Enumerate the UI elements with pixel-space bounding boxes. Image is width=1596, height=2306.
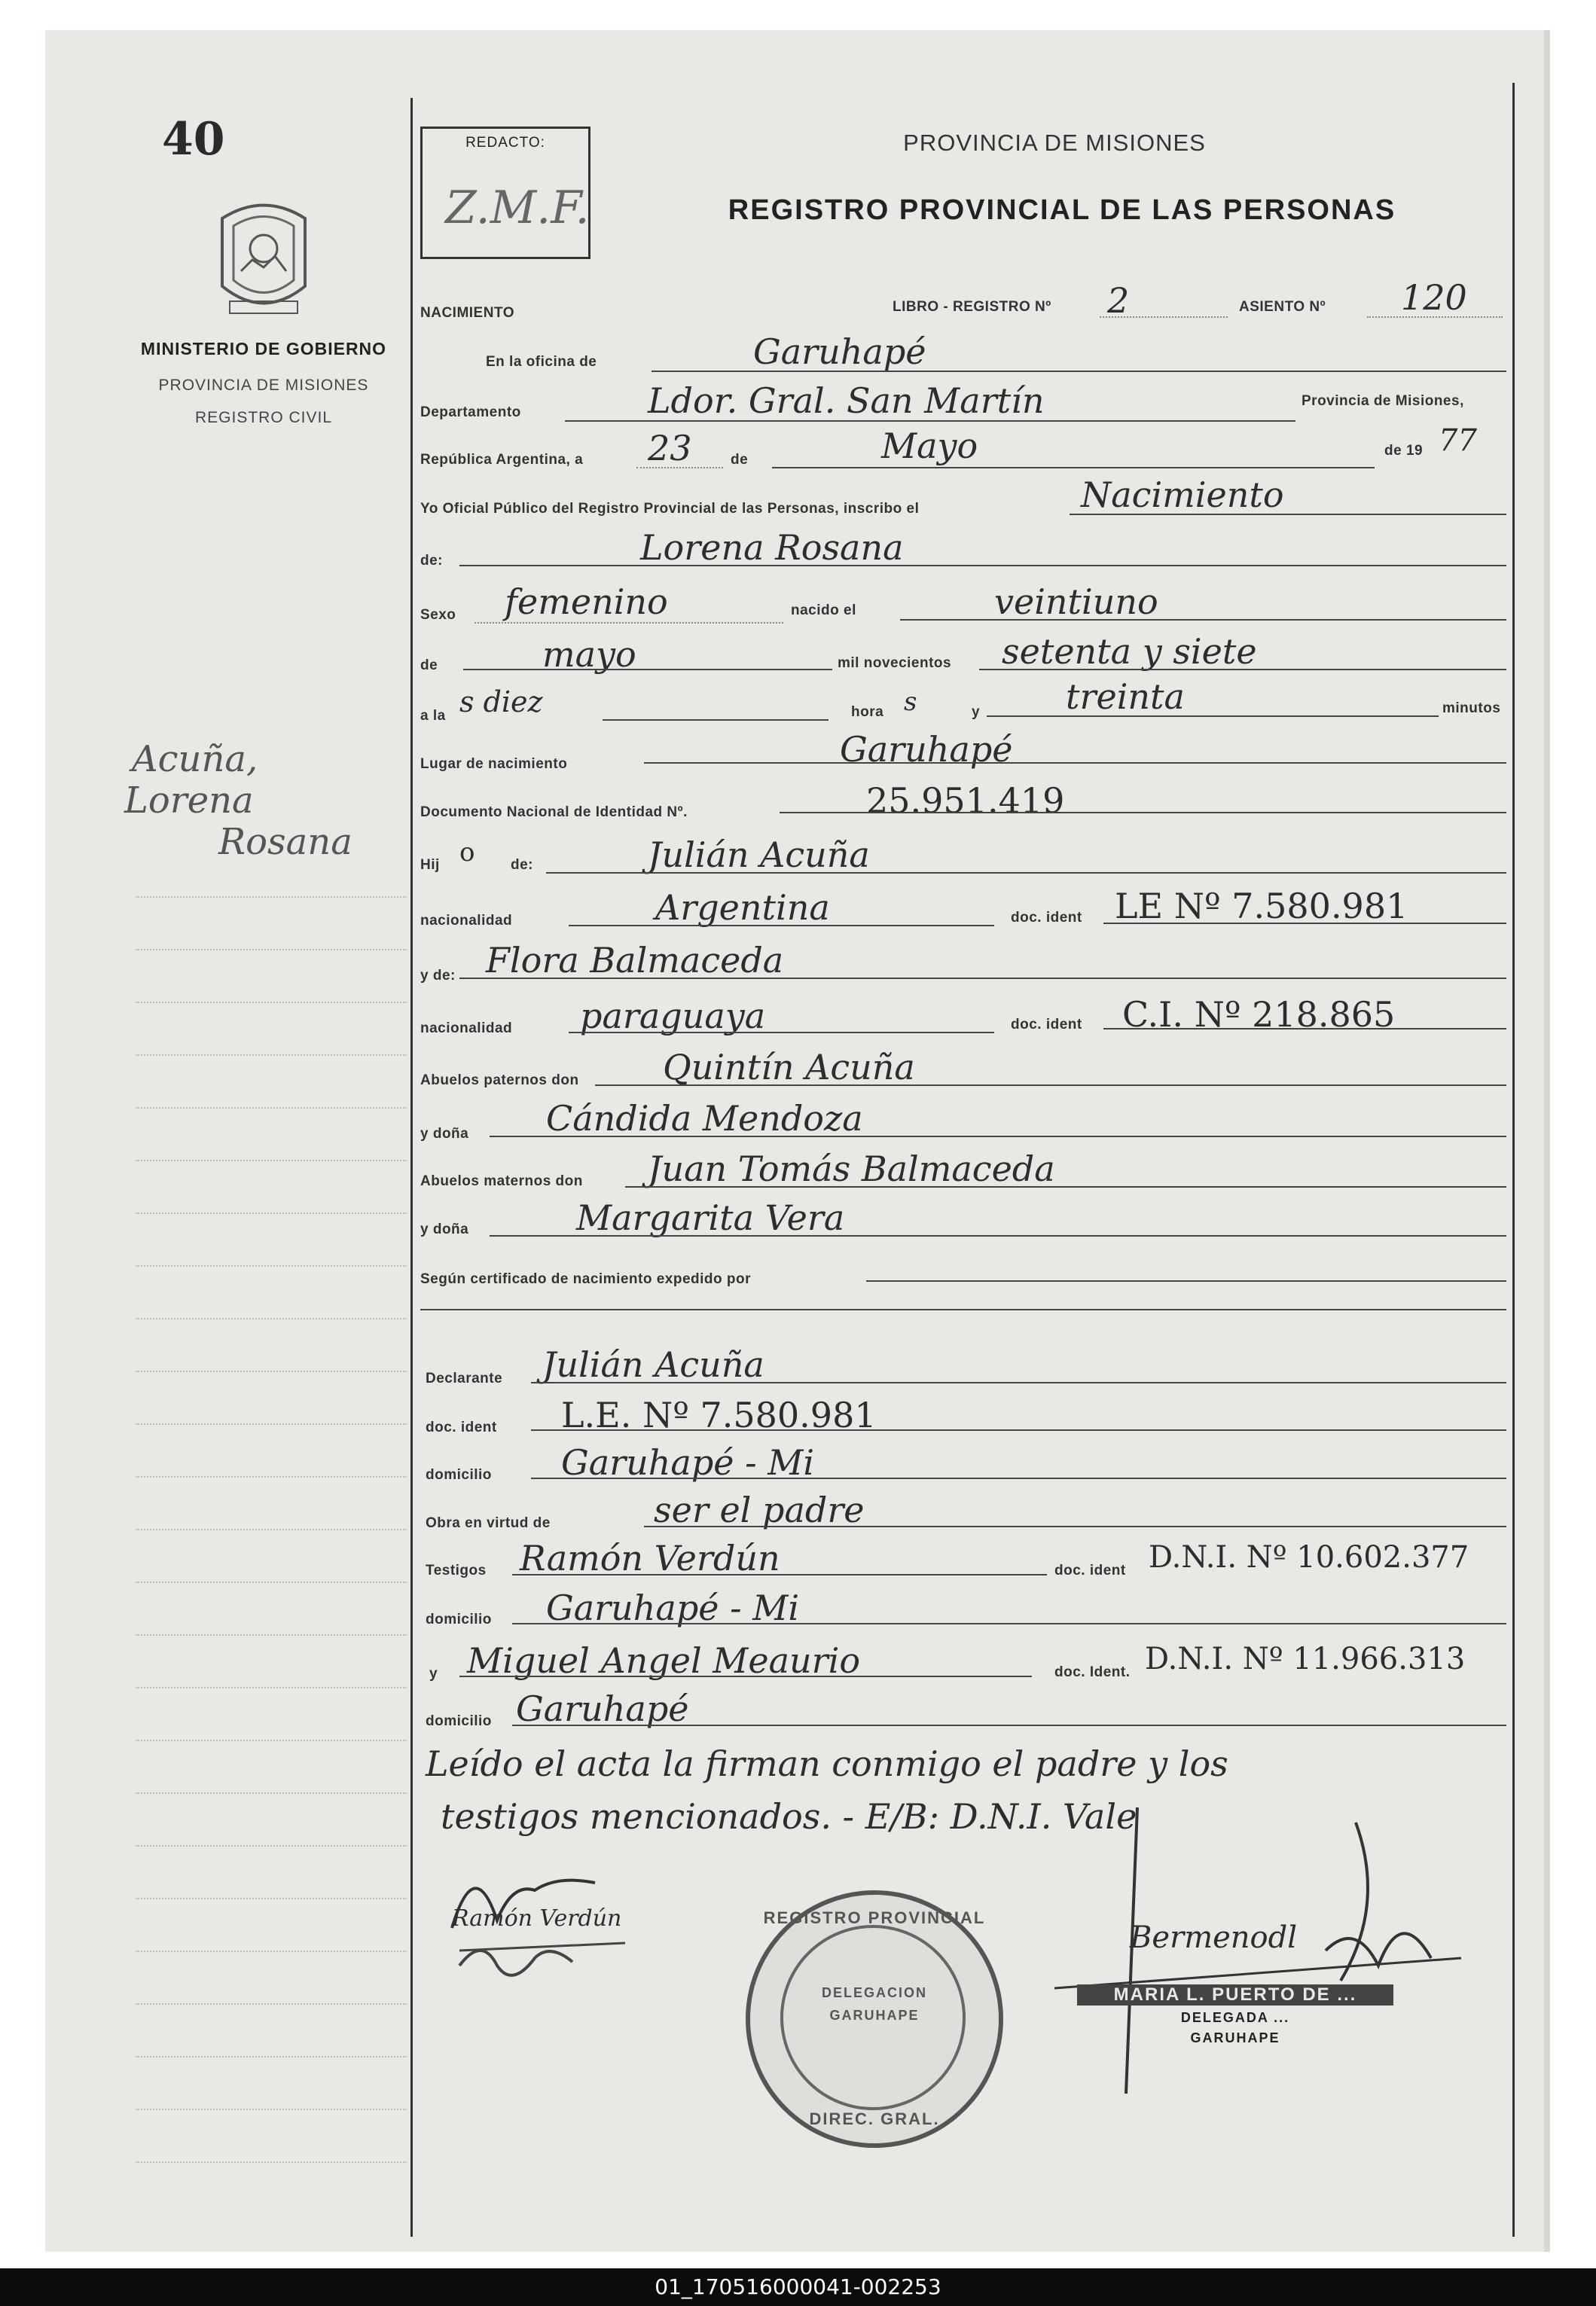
witness1-doc-label: doc. ident: [1054, 1563, 1126, 1579]
declarant-address-rule: [531, 1478, 1506, 1479]
oficina-label: En la oficina de: [486, 354, 597, 370]
minutes-rule: [987, 715, 1439, 717]
father-nationality-rule: [569, 925, 994, 926]
civil-registry-subtitle: REGISTRO CIVIL: [194, 409, 333, 426]
provincia-label: Provincia de Misiones,: [1302, 393, 1464, 409]
signature-ramon-text: Ramón Verdún: [452, 1905, 622, 1932]
acting-as-label: Obra en virtud de: [426, 1515, 551, 1531]
margin-surname: Acuña,: [132, 738, 258, 780]
closing-line-1: Leído el acta la firman conmigo el padre y los: [426, 1743, 1228, 1784]
at-label: a la: [420, 708, 446, 724]
margin-rule: [136, 1898, 407, 1899]
maternal-grandmother-rule: [490, 1235, 1506, 1237]
month-of-label: de: [731, 452, 749, 468]
departamento-value: Ldor. Gral. San Martín: [648, 380, 1045, 421]
witness2-doc-label: doc. Ident.: [1054, 1664, 1131, 1680]
certificate-label: Según certificado de nacimiento expedido por: [420, 1271, 752, 1287]
mother-nationality-label: nacionalidad: [420, 1020, 513, 1036]
witness2-name-value: Miguel Angel Meaurio: [467, 1640, 861, 1681]
officer-stamp-place: GARUHAPE: [1190, 2030, 1280, 2045]
birthplace-rule: [644, 762, 1506, 764]
witness1-address-value: Garuhapé - Mi: [546, 1588, 800, 1628]
redacto-label: REDACTO:: [465, 135, 545, 151]
sex-rule: [475, 622, 783, 624]
at-hours-value: s diez: [459, 685, 543, 718]
margin-rule: [136, 1423, 407, 1425]
declarant-address-label: domicilio: [426, 1467, 492, 1483]
birthplace-value: Garuhapé: [840, 729, 1013, 770]
margin-rule: [136, 1687, 407, 1688]
maternal-grandfather-label: Abuelos maternos don: [420, 1173, 583, 1189]
born-on-label: nacido el: [791, 602, 856, 618]
registry-title: REGISTRO PROVINCIAL DE LAS PERSONAS: [728, 194, 1396, 226]
margin-rule: [136, 949, 407, 950]
libro-label: LIBRO - REGISTRO Nº: [893, 299, 1051, 315]
oficina-value: Garuhapé: [753, 331, 926, 372]
margin-rule: [136, 1002, 407, 1003]
hour-suffix-value: s: [904, 687, 917, 717]
closing-line-2: testigos mencionados. - E/B: D.N.I. Vale: [441, 1796, 1137, 1837]
margin-rule: [136, 896, 407, 898]
witness2-address-rule: [512, 1725, 1506, 1726]
maternal-grandfather-value: Juan Tomás Balmaceda: [648, 1148, 1055, 1189]
father-nationality-label: nacionalidad: [420, 913, 513, 929]
margin-rule: [136, 1160, 407, 1161]
maternal-grandmother-label: y doña: [420, 1222, 469, 1237]
witness1-doc-value: D.N.I. Nº 10.602.377: [1149, 1540, 1469, 1575]
maternal-grandmother-value: Margarita Vera: [576, 1197, 845, 1238]
father-doc-label: doc. ident: [1011, 910, 1082, 926]
dni-value: 25.951.419: [866, 780, 1065, 821]
paternal-grandfather-value: Quintín Acuña: [663, 1047, 915, 1087]
child-of-suffix: o: [459, 837, 475, 868]
departamento-rule: [565, 420, 1295, 422]
name-of-label: de:: [420, 553, 443, 569]
margin-rule: [136, 1792, 407, 1794]
day-rule: [636, 467, 723, 468]
witness1-name-value: Ramón Verdún: [520, 1538, 780, 1579]
margin-rule: [136, 1107, 407, 1109]
asiento-label: ASIENTO Nº: [1239, 299, 1326, 315]
declarant-doc-rule: [531, 1429, 1506, 1431]
file-id: 01_170516000041-002253: [655, 2274, 941, 2299]
margin-rule: [136, 1845, 407, 1847]
declarant-doc-value: L.E. Nº 7.580.981: [561, 1395, 877, 1435]
official-seal: [746, 1890, 1003, 2148]
witness1-address-rule: [512, 1623, 1506, 1624]
father-nationality-value: Argentina: [655, 887, 830, 928]
certificate-rule: [866, 1280, 1506, 1282]
acta-type-value: Nacimiento: [1081, 474, 1284, 515]
sex-value: femenino: [505, 581, 668, 622]
libro-value: 2: [1107, 280, 1130, 321]
minutes-label: minutos: [1442, 700, 1501, 716]
mother-nationality-value: paraguaya: [580, 996, 766, 1036]
hour-label: hora: [851, 704, 884, 720]
mother-doc-label: doc. ident: [1011, 1017, 1082, 1033]
paternal-grandmother-rule: [490, 1136, 1506, 1137]
birth-year-value: setenta y siete: [1002, 631, 1257, 672]
witness2-doc-value: D.N.I. Nº 11.966.313: [1145, 1642, 1466, 1676]
child-name-rule: [459, 565, 1506, 566]
witness1-address-label: domicilio: [426, 1612, 492, 1627]
witness2-address-label: domicilio: [426, 1713, 492, 1729]
margin-rule: [136, 1318, 407, 1319]
child-name-value: Lorena Rosana: [640, 527, 904, 568]
seal-top-text: REGISTRO PROVINCIAL: [763, 1908, 986, 1927]
margin-rule: [136, 1054, 407, 1056]
margin-rule: [136, 2109, 407, 2110]
acting-as-value: ser el padre: [654, 1490, 865, 1530]
declarant-label: Declarante: [426, 1371, 503, 1386]
signature-officer-text: Bermenodl: [1130, 1920, 1298, 1955]
acta-type-rule: [1070, 514, 1506, 515]
birth-month-of-label: de: [420, 657, 438, 673]
witness2-and-label: y: [429, 1666, 438, 1682]
asiento-value: 120: [1401, 277, 1467, 318]
margin-rule: [136, 1582, 407, 1583]
month-rule: [772, 467, 1375, 468]
province-subtitle: PROVINCIA DE MISIONES: [158, 377, 369, 394]
paternal-grandfather-label: Abuelos paternos don: [420, 1072, 579, 1088]
witness2-name-rule: [459, 1676, 1032, 1677]
margin-rule: [136, 1265, 407, 1267]
margin-rule: [136, 1740, 407, 1741]
margin-rule: [136, 1476, 407, 1478]
dni-rule: [780, 812, 1506, 813]
margin-rule: [136, 1212, 407, 1214]
officer-stamp-title: DELEGADA ...: [1180, 2010, 1290, 2025]
witness1-name-rule: [512, 1574, 1047, 1575]
margin-rule: [136, 2161, 407, 2163]
at-hours-rule: [603, 719, 829, 721]
officer-stamp-name: MARIA L. PUERTO DE ...: [1077, 1984, 1393, 2006]
form-left-border: [410, 98, 413, 2237]
sex-label: Sexo: [420, 607, 456, 623]
seal-mid-text-2: GARUHAPE: [829, 2008, 920, 2023]
declarant-address-value: Garuhapé - Mi: [561, 1442, 815, 1483]
witness2-address-value: Garuhapé: [516, 1688, 689, 1729]
birth-month-value: mayo: [542, 634, 636, 675]
margin-rule: [136, 1371, 407, 1372]
child-of-label: Hij: [420, 857, 440, 873]
father-doc-value: LE Nº 7.580.981: [1115, 886, 1408, 926]
mother-of-label: y de:: [420, 968, 456, 984]
declarant-doc-label: doc. ident: [426, 1420, 497, 1435]
margin-rule: [136, 2003, 407, 2005]
margin-first-name: Lorena: [124, 779, 254, 822]
departamento-label: Departamento: [420, 404, 521, 420]
mother-doc-rule: [1103, 1028, 1506, 1029]
mother-name-rule: [459, 978, 1506, 979]
year-label: de 19: [1384, 443, 1424, 459]
mother-doc-value: C.I. Nº 218.865: [1122, 994, 1396, 1035]
month-value: Mayo: [881, 426, 978, 466]
day-value: 23: [648, 428, 692, 468]
birthplace-label: Lugar de nacimiento: [420, 756, 568, 772]
birth-year-rule: [979, 669, 1506, 670]
paternal-grandmother-label: y doña: [420, 1126, 469, 1142]
paternal-grandmother-value: Cándida Mendoza: [546, 1098, 863, 1139]
thousand-nine-hundred-label: mil novecientos: [838, 655, 952, 671]
ministry-title: MINISTERIO DE GOBIERNO: [140, 339, 387, 358]
declarant-value: Julián Acuña: [542, 1344, 764, 1385]
officer-stamp: [1077, 1984, 1393, 2046]
margin-rule: [136, 2056, 407, 2057]
record-type-label: NACIMIENTO: [420, 305, 514, 321]
witnesses-label: Testigos: [426, 1563, 487, 1579]
paternal-grandfather-rule: [595, 1084, 1506, 1086]
declarant-rule: [531, 1382, 1506, 1383]
libro-rule: [1100, 316, 1228, 318]
seal-mid-text-1: DELEGACION: [821, 1985, 927, 2000]
born-day-rule: [900, 619, 1506, 621]
certificate-rule-2: [420, 1309, 1506, 1310]
mother-name-value: Flora Balmaceda: [486, 940, 784, 981]
margin-rule: [136, 1951, 407, 1952]
child-of-de-label: de:: [511, 857, 533, 873]
and-label: y: [972, 704, 981, 720]
asiento-rule: [1367, 316, 1503, 318]
acting-as-rule: [644, 1526, 1506, 1527]
provincial-emblem-icon: [207, 196, 320, 324]
mother-nationality-rule: [569, 1032, 994, 1033]
margin-rule: [136, 1634, 407, 1636]
province-title: PROVINCIA DE MISIONES: [903, 130, 1206, 156]
redacto-box: [420, 127, 590, 259]
signature-witness2-icon: [452, 1928, 587, 1996]
margin-second-name: Rosana: [218, 821, 352, 863]
birth-month-rule: [463, 669, 832, 670]
father-name-rule: [546, 872, 1506, 874]
father-doc-rule: [1103, 923, 1506, 924]
seal-bottom-text: DIREC. GRAL.: [809, 2109, 940, 2128]
page-number: 40: [162, 113, 225, 166]
dni-label: Documento Nacional de Identidad Nº.: [420, 804, 688, 820]
redacto-initials: Z.M.F.: [445, 181, 590, 234]
year-value: 77: [1439, 423, 1477, 458]
minutes-value: treinta: [1066, 676, 1185, 717]
oficial-label: Yo Oficial Público del Registro Provincial de las Personas, inscribo el: [420, 501, 920, 517]
republica-label: República Argentina, a: [420, 452, 584, 468]
margin-rule: [136, 1529, 407, 1530]
born-day-value: veintiuno: [994, 581, 1158, 622]
maternal-grandfather-rule: [625, 1186, 1506, 1188]
oficina-rule: [652, 371, 1506, 372]
form-right-border: [1512, 83, 1515, 2237]
father-name-value: Julián Acuña: [648, 834, 870, 875]
